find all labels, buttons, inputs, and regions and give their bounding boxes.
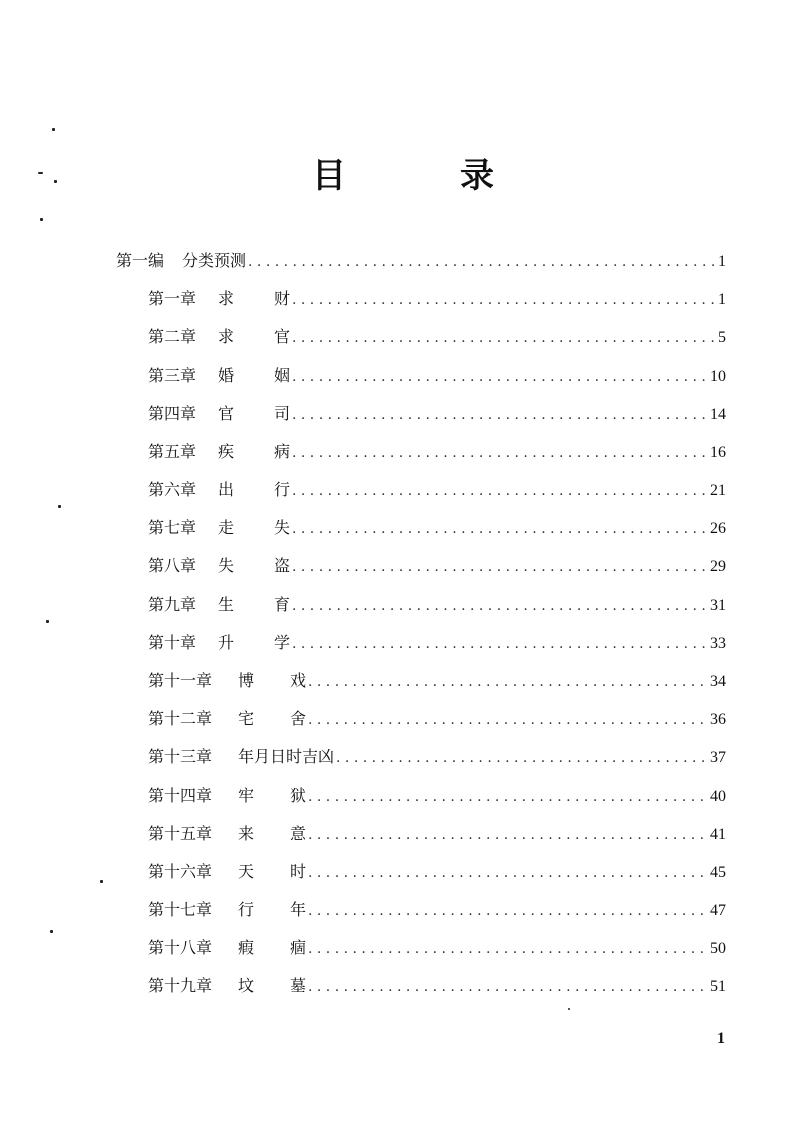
page-number: 47 [710,902,726,919]
page-number: 40 [710,788,726,805]
part-page-number: 1 [718,253,726,270]
page-number: 33 [710,635,726,652]
page-number: 34 [710,673,726,690]
page-number: 50 [710,940,726,957]
chapter-title: 走 失 [218,518,290,537]
chapter-label: 第十一章 [148,671,213,690]
toc-entry[interactable] [148,897,726,923]
toc-entry[interactable] [148,973,726,999]
toc-entry[interactable] [148,401,726,427]
scan-speck [54,180,57,183]
chapter-label: 第三章 [148,366,197,385]
page-folio: 1 [717,1030,725,1047]
dot-leader [292,593,708,619]
dot-leader [308,898,708,924]
dot-leader [248,249,716,275]
dot-leader [308,822,708,848]
dot-leader [292,478,708,504]
chapter-title: 出 行 [218,480,290,499]
scan-speck [52,128,55,131]
chapter-label: 第五章 [148,442,197,461]
chapter-title: 博 戏 [238,671,306,690]
dot-leader [292,554,708,580]
dot-leader [292,516,708,542]
toc-entry[interactable] [148,477,726,503]
page-number: 21 [710,482,726,499]
dot-leader [336,745,708,771]
toc-entry[interactable] [148,821,726,847]
scan-speck [568,1008,570,1010]
scan-speck [50,930,53,933]
chapter-label: 第十二章 [148,709,213,728]
chapter-title: 天 时 [238,862,306,881]
page-number: 31 [710,597,726,614]
page-number: 51 [710,978,726,995]
dot-leader [308,936,708,962]
toc-entry[interactable] [148,668,726,694]
chapter-label: 第二章 [148,327,197,346]
chapter-title: 牢 狱 [238,786,306,805]
dot-leader [292,364,708,390]
chapter-title: 瘕 痼 [238,938,306,957]
dot-leader [308,669,708,695]
scan-speck [100,880,103,883]
dot-leader [308,860,708,886]
toc-entry[interactable] [148,592,726,618]
chapter-title: 生 育 [218,595,290,614]
chapter-title: 求 财 [218,289,290,308]
toc-entry[interactable] [148,783,726,809]
chapter-title: 来 意 [238,824,306,843]
page-number: 26 [710,520,726,537]
dot-leader [308,784,708,810]
page-number: 37 [710,749,726,766]
page-number: 45 [710,864,726,881]
chapter-label: 第四章 [148,404,197,423]
chapter-title: 升 学 [218,633,290,652]
scan-speck [46,620,49,623]
chapter-label: 第十五章 [148,824,213,843]
dot-leader [308,707,708,733]
chapter-title: 宅 舍 [238,709,306,728]
part-name: 分类预测 [182,251,247,270]
page-number: 5 [718,329,726,346]
chapter-label: 第七章 [148,518,197,537]
scan-speck [38,172,43,174]
toc-entry[interactable] [148,553,726,579]
page-number: 10 [710,368,726,385]
part-label: 第一编 [116,251,165,270]
toc-part-entry[interactable] [116,248,726,274]
toc-entry[interactable] [148,363,726,389]
page-number: 29 [710,558,726,575]
chapter-label: 第十四章 [148,786,213,805]
toc-entry[interactable] [148,859,726,885]
page-number: 14 [710,406,726,423]
scan-speck [40,218,43,221]
toc-entry[interactable] [148,439,726,465]
page-number: 36 [710,711,726,728]
chapter-label: 第八章 [148,556,197,575]
chapter-label: 第六章 [148,480,197,499]
toc-entry[interactable] [148,744,726,770]
dot-leader [308,974,708,1000]
page-number: 41 [710,826,726,843]
toc-entry[interactable] [148,706,726,732]
chapter-label: 第一章 [148,289,197,308]
toc-entry[interactable] [148,286,726,312]
chapter-title: 坟 墓 [238,976,306,995]
chapter-title: 行 年 [238,900,306,919]
toc-entry[interactable] [148,630,726,656]
chapter-label: 第十八章 [148,938,213,957]
chapter-label: 第十七章 [148,900,213,919]
toc-entry[interactable] [148,324,726,350]
chapter-title: 求 官 [218,327,290,346]
chapter-label: 第十三章 [148,747,213,766]
dot-leader [292,325,716,351]
dot-leader [292,287,716,313]
page-number: 1 [718,291,726,308]
chapter-title: 疾 病 [218,442,290,461]
dot-leader [292,402,708,428]
scan-speck [58,505,61,508]
chapter-label: 第十九章 [148,976,213,995]
chapter-title: 年月日时吉凶 [238,747,335,766]
chapter-label: 第十章 [148,633,197,652]
chapter-label: 第十六章 [148,862,213,881]
dot-leader [292,631,708,657]
toc-entry[interactable] [148,515,726,541]
toc-entry[interactable] [148,935,726,961]
dot-leader [292,440,708,466]
chapter-title: 婚 姻 [218,366,290,385]
page-number: 16 [710,444,726,461]
chapter-title: 官 司 [218,404,290,423]
chapter-label: 第九章 [148,595,197,614]
page-title: 目 录 [312,156,534,196]
chapter-title: 失 盗 [218,556,290,575]
